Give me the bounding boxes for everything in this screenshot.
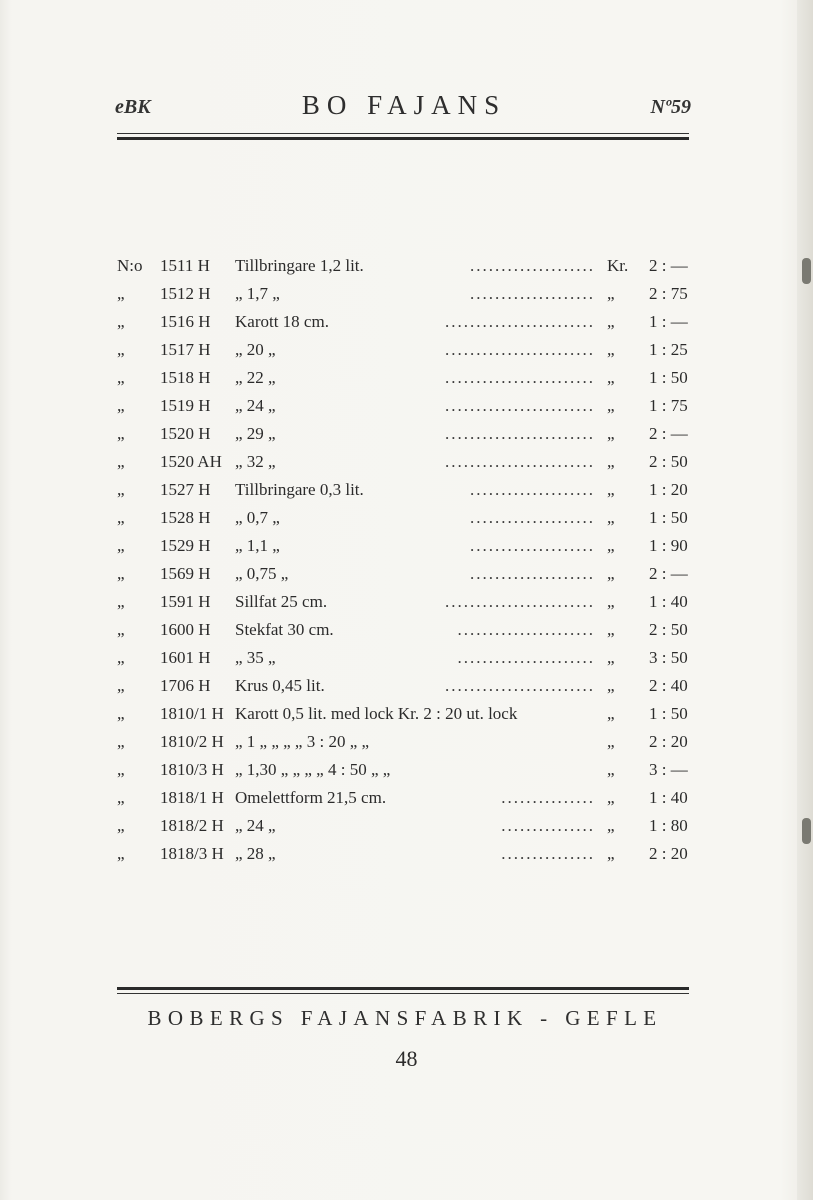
item-prefix: „ [117, 508, 125, 527]
item-code: 1600 H [160, 620, 211, 639]
item-price: 1 : 40 [649, 788, 688, 807]
item-code: 1527 H [160, 480, 211, 499]
list-item [117, 309, 691, 337]
item-code: 1512 H [160, 284, 211, 303]
list-item [117, 813, 691, 841]
binding-edge [797, 0, 813, 1200]
item-prefix: „ [117, 368, 125, 387]
item-prefix: „ [117, 564, 125, 583]
item-currency: „ [607, 480, 615, 499]
item-prefix: „ [117, 396, 125, 415]
binding-clip [802, 818, 811, 844]
page-title: BO FAJANS [301, 90, 507, 120]
item-currency: „ [607, 732, 615, 751]
page-header [117, 88, 691, 128]
item-price: 2 : 40 [649, 676, 688, 695]
item-price: 2 : — [649, 256, 688, 275]
item-description: Karott 0,5 lit. med lock Kr. 2 : 20 ut. lock [235, 704, 518, 723]
item-description: Krus 0,45 lit. [235, 676, 325, 695]
leader-dots: ............... [501, 844, 595, 863]
item-code: 1810/2 H [160, 732, 224, 751]
leader-dots: .................... [470, 256, 595, 275]
item-currency: „ [607, 620, 615, 639]
leader-dots: ........................ [445, 396, 595, 415]
item-currency: „ [607, 340, 615, 359]
item-price: 1 : 50 [649, 704, 688, 723]
binding-clip [802, 258, 811, 284]
item-prefix: „ [117, 536, 125, 555]
item-prefix: „ [117, 452, 125, 471]
item-description: Tillbringare 0,3 lit. [235, 480, 364, 499]
item-price: 1 : 50 [649, 368, 688, 387]
list-item [117, 337, 691, 365]
list-item [117, 281, 691, 309]
item-price: 2 : 20 [649, 844, 688, 863]
item-code: 1706 H [160, 676, 211, 695]
item-currency: „ [607, 844, 615, 863]
item-prefix: „ [117, 844, 125, 863]
item-code: 1818/3 H [160, 844, 224, 863]
price-list [117, 253, 691, 869]
monogram-left: eBK [115, 96, 151, 118]
item-description: „ 24 „ [235, 396, 276, 415]
list-item [117, 533, 691, 561]
item-code: 1810/1 H [160, 704, 224, 723]
item-description: „ 24 „ [235, 816, 276, 835]
item-description: „ 0,75 „ [235, 564, 289, 583]
item-description: Tillbringare 1,2 lit. [235, 256, 364, 275]
leader-dots: .................... [470, 564, 595, 583]
item-prefix: „ [117, 284, 125, 303]
item-description: „ 1 „ „ „ „ 3 : 20 „ „ [235, 732, 370, 751]
item-code: 1528 H [160, 508, 211, 527]
list-item [117, 785, 691, 813]
leader-dots: ........................ [445, 340, 595, 359]
item-prefix: „ [117, 704, 125, 723]
item-description: Stekfat 30 cm. [235, 620, 334, 639]
item-price: 1 : 25 [649, 340, 688, 359]
item-currency: „ [607, 816, 615, 835]
leader-dots: .................... [470, 480, 595, 499]
item-code: 1520 H [160, 424, 211, 443]
company-name: BOBERGS FAJANSFABRIK - GEFLE [147, 1006, 663, 1030]
footer-rule-thick [117, 987, 689, 990]
list-item [117, 393, 691, 421]
item-price: 1 : 80 [649, 816, 688, 835]
list-item [117, 253, 691, 281]
header-rule-thin [117, 133, 689, 134]
item-prefix: „ [117, 788, 125, 807]
leader-dots: ...................... [457, 620, 595, 639]
item-description: „ 1,1 „ [235, 536, 280, 555]
item-prefix: „ [117, 620, 125, 639]
item-code: 1601 H [160, 648, 211, 667]
item-currency: „ [607, 284, 615, 303]
item-currency: „ [607, 452, 615, 471]
item-code: 1516 H [160, 312, 211, 331]
item-price: 3 : 50 [649, 648, 688, 667]
leader-dots: .................... [470, 508, 595, 527]
list-item [117, 477, 691, 505]
item-currency: „ [607, 312, 615, 331]
list-item [117, 673, 691, 701]
item-code: 1810/3 H [160, 760, 224, 779]
item-currency: „ [607, 704, 615, 723]
list-item [117, 617, 691, 645]
leader-dots: ........................ [445, 312, 595, 331]
leader-dots: ........................ [445, 452, 595, 471]
footer-rule-thin [117, 993, 689, 994]
item-prefix: „ [117, 312, 125, 331]
leader-dots: .................... [470, 284, 595, 303]
item-prefix: „ [117, 480, 125, 499]
item-currency: „ [607, 788, 615, 807]
list-item [117, 841, 691, 869]
item-currency: „ [607, 536, 615, 555]
item-price: 1 : 75 [649, 396, 688, 415]
item-code: 1818/2 H [160, 816, 224, 835]
item-description: „ 29 „ [235, 424, 276, 443]
item-price: 2 : — [649, 424, 688, 443]
list-item [117, 365, 691, 393]
item-price: 1 : 40 [649, 592, 688, 611]
item-prefix: „ [117, 592, 125, 611]
item-code: 1569 H [160, 564, 211, 583]
list-item [117, 757, 691, 785]
item-code: 1591 H [160, 592, 211, 611]
item-code: 1511 H [160, 256, 210, 275]
item-currency: „ [607, 676, 615, 695]
item-price: 2 : 50 [649, 620, 688, 639]
item-currency: „ [607, 592, 615, 611]
item-prefix: „ [117, 816, 125, 835]
list-item [117, 589, 691, 617]
header-rule-thick [117, 137, 689, 140]
list-item [117, 701, 691, 729]
leader-dots: ........................ [445, 424, 595, 443]
item-currency: „ [607, 396, 615, 415]
item-code: 1517 H [160, 340, 211, 359]
item-price: 1 : 90 [649, 536, 688, 555]
item-description: „ 28 „ [235, 844, 276, 863]
item-prefix: „ [117, 340, 125, 359]
list-item [117, 645, 691, 673]
monogram-right: Nº59 [650, 96, 691, 118]
item-price: 1 : 20 [649, 480, 688, 499]
leader-dots: ........................ [445, 592, 595, 611]
item-code: 1529 H [160, 536, 211, 555]
item-price: 2 : 20 [649, 732, 688, 751]
leader-dots: ............... [501, 816, 595, 835]
item-description: „ 1,30 „ „ „ „ 4 : 50 „ „ [235, 760, 391, 779]
item-code: 1818/1 H [160, 788, 224, 807]
page-number: 48 [395, 1046, 418, 1071]
item-code: 1520 AH [160, 452, 222, 471]
item-description: „ 35 „ [235, 648, 276, 667]
item-description: „ 32 „ [235, 452, 276, 471]
item-prefix: N:o [117, 256, 143, 275]
item-description: „ 0,7 „ [235, 508, 280, 527]
item-currency: „ [607, 564, 615, 583]
item-description: Sillfat 25 cm. [235, 592, 328, 611]
list-item [117, 449, 691, 477]
item-price: 2 : 75 [649, 284, 688, 303]
leader-dots: .................... [470, 536, 595, 555]
item-prefix: „ [117, 424, 125, 443]
item-code: 1519 H [160, 396, 211, 415]
item-price: 2 : 50 [649, 452, 688, 471]
leader-dots: ........................ [445, 368, 595, 387]
item-currency: „ [607, 760, 615, 779]
leader-dots: ...................... [457, 648, 595, 667]
list-item [117, 561, 691, 589]
item-description: „ 22 „ [235, 368, 276, 387]
item-code: 1518 H [160, 368, 211, 387]
leader-dots: ........................ [445, 676, 595, 695]
item-description: „ 1,7 „ [235, 284, 280, 303]
item-currency: „ [607, 648, 615, 667]
item-currency: „ [607, 424, 615, 443]
leader-dots: ............... [501, 788, 595, 807]
item-currency: „ [607, 508, 615, 527]
item-prefix: „ [117, 760, 125, 779]
item-price: 2 : — [649, 564, 688, 583]
item-currency: „ [607, 368, 615, 387]
item-currency: Kr. [607, 256, 629, 275]
list-item [117, 729, 691, 757]
item-price: 1 : — [649, 312, 688, 331]
item-price: 3 : — [649, 760, 688, 779]
item-prefix: „ [117, 648, 125, 667]
item-description: Omelettform 21,5 cm. [235, 788, 387, 807]
item-prefix: „ [117, 732, 125, 751]
list-item [117, 505, 691, 533]
item-description: Karott 18 cm. [235, 312, 329, 331]
item-description: „ 20 „ [235, 340, 276, 359]
item-prefix: „ [117, 676, 125, 695]
list-item [117, 421, 691, 449]
item-price: 1 : 50 [649, 508, 688, 527]
